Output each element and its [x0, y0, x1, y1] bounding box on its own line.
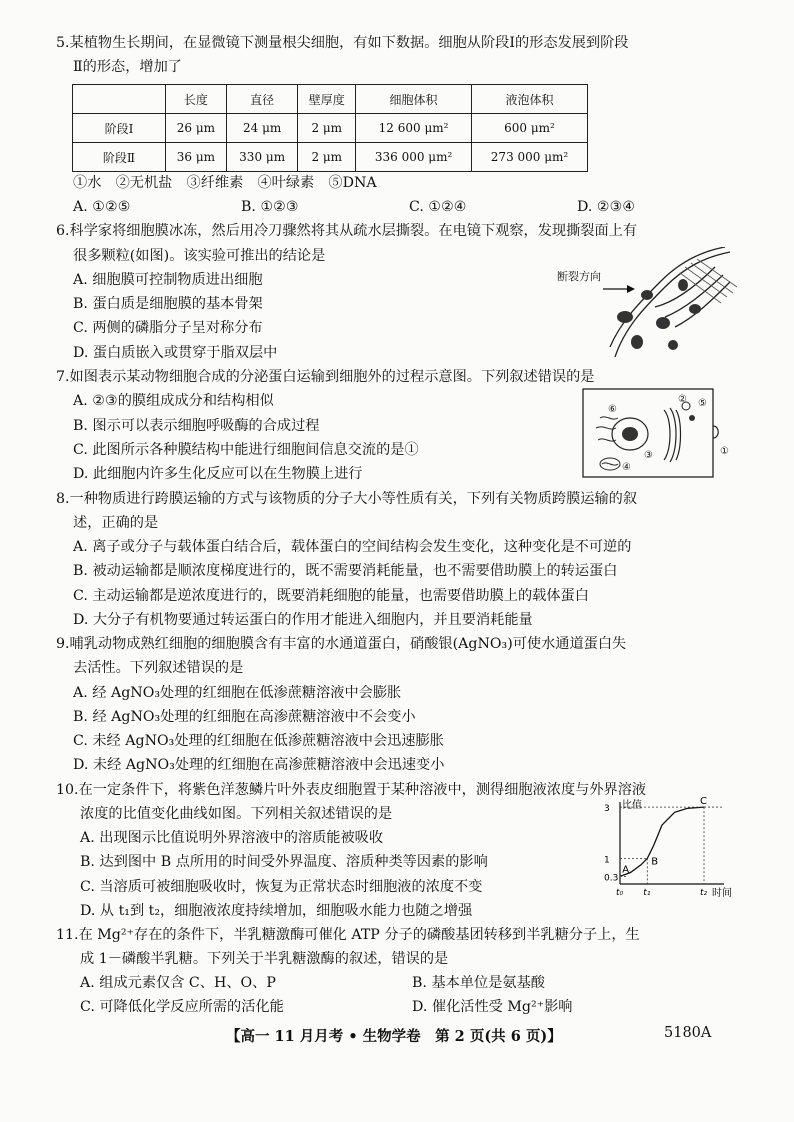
- q11-stem-line2: 成 1－磷酸半乳糖。下列关于半乳糖激酶的叙述，错误的是: [80, 951, 449, 967]
- q5-stem-line1: 5.某植物生长期间，在显微镜下测量根尖细胞，有如下数据。细胞从阶段Ⅰ的形态发展到阶段: [56, 35, 629, 51]
- x-tick-label: t₁: [643, 888, 651, 898]
- q6-option-c[interactable]: C. 两侧的磷脂分子呈对称分布: [73, 320, 263, 336]
- q11-option-b[interactable]: B. 基本单位是氨基酸: [412, 975, 545, 991]
- table-cell: 12 600 μm²: [356, 114, 472, 143]
- table-row: [73, 143, 588, 172]
- q6-option-b[interactable]: B. 蛋白质是细胞膜的基本骨架: [73, 296, 263, 312]
- table-cell: 壁厚度: [298, 85, 356, 114]
- table-cell: 阶段Ⅱ: [73, 143, 166, 172]
- q8-option-c[interactable]: C. 主动运输都是逆浓度进行的，既要消耗细胞的能量，也需要借助膜上的载体蛋白: [73, 588, 589, 604]
- table-cell: 长度: [166, 85, 227, 114]
- q6-option-d[interactable]: D. 蛋白质嵌入或贯穿于脂双层中: [73, 345, 278, 361]
- q8-option-b[interactable]: B. 被动运输都是顺浓度梯度进行的，既不需要消耗能量，也不需要借助膜上的转运蛋白: [73, 563, 618, 579]
- point-label: A: [622, 864, 630, 876]
- q7-option-b[interactable]: B. 图示可以表示细胞呼吸酶的合成过程: [73, 418, 320, 434]
- fig7-label: ③: [644, 450, 653, 461]
- q10-option-c[interactable]: C. 当溶质可被细胞吸收时，恢复为正常状态时细胞液的浓度不变: [80, 879, 483, 895]
- table-cell: 336 000 μm²: [356, 143, 472, 172]
- fig7-label: ⑤: [698, 398, 707, 409]
- q5-option-d[interactable]: D. ②③④: [577, 199, 636, 215]
- q11-option-a[interactable]: A. 组成元素仅含 C、H、O、P: [80, 975, 276, 991]
- x-tick-label: t₂: [700, 888, 708, 898]
- q10-option-a[interactable]: A. 出现图示比值说明外界溶液中的溶质能被吸收: [80, 830, 384, 846]
- x-axis-label: 时间: [712, 888, 732, 899]
- fig7-label: ②: [678, 394, 687, 405]
- table-header-row: [73, 85, 588, 114]
- membrane-fracture-figure: [555, 247, 740, 362]
- q10-stem-line2: 浓度的比值变化曲线如图。下列相关叙述错误的是: [80, 806, 393, 822]
- table-cell: 36 μm: [166, 143, 227, 172]
- table-cell: 细胞体积: [356, 85, 472, 114]
- table-cell: 2 μm: [298, 143, 356, 172]
- fig7-label: ①: [720, 446, 729, 457]
- y-tick-label: 1: [604, 855, 610, 866]
- q6-stem-line2: 很多颗粒(如图)。该实验可推出的结论是: [73, 248, 326, 264]
- y-tick-label: 3: [604, 804, 610, 815]
- q6-stem-line1: 6.科学家将细胞膜冰冻，然后用冷刀骤然将其从疏水层撕裂。在电镜下观察，发现撕裂面上有: [56, 223, 638, 239]
- q9-option-b[interactable]: B. 经 AgNO₃处理的红细胞在高渗蔗糖溶液中不会变小: [73, 709, 416, 725]
- q8-option-d[interactable]: D. 大分子有机物要通过转运蛋白的作用才能进入细胞内，并且要消耗能量: [73, 612, 533, 628]
- y-axis-label: 比值: [622, 800, 642, 811]
- q10-option-d[interactable]: D. 从 t₁到 t₂，细胞液浓度持续增加，细胞吸水能力也随之增强: [80, 903, 473, 919]
- q7-option-d[interactable]: D. 此细胞内许多生化反应可以在生物膜上进行: [73, 466, 363, 482]
- q9-option-a[interactable]: A. 经 AgNO₃处理的红细胞在低渗蔗糖溶液中会膨胀: [73, 685, 402, 701]
- q10-stem-line1: 10.在一定条件下，将紫色洋葱鳞片叶外表皮细胞置于某种溶液中，测得细胞液浓度与外界溶液: [56, 782, 647, 798]
- q7-option-a[interactable]: A. ②③的膜组成成分和结构相似: [73, 393, 274, 409]
- q9-option-c[interactable]: C. 未经 AgNO₃处理的红细胞在低渗蔗糖溶液中会迅速膨胀: [73, 733, 444, 749]
- q5-option-a[interactable]: A. ①②⑤: [73, 199, 131, 215]
- table-row: [73, 114, 588, 143]
- y-tick-label: 0.3: [604, 873, 619, 884]
- ratio-curve-line: [620, 807, 704, 876]
- q9-option-d[interactable]: D. 未经 AgNO₃处理的红细胞在高渗蔗糖溶液中会迅速变小: [73, 757, 445, 773]
- q11-stem-line1: 11.在 Mg²⁺存在的条件下，半乳糖激酶可催化 ATP 分子的磷酸基团转移到半乳糖分子上，生: [56, 927, 640, 943]
- q8-stem-line1: 8.一种物质进行跨膜运输的方式与该物质的分子大小等性质有关，下列有关物质跨膜运输的叙: [56, 491, 638, 507]
- q10-option-b[interactable]: B. 达到图中 B 点所用的时间受外界温度、溶质种类等因素的影响: [80, 854, 488, 870]
- x-tick-label: t₀: [616, 888, 624, 898]
- footer-code: 5180A: [664, 1025, 712, 1041]
- q5-data-table: [72, 84, 588, 172]
- fig7-label: ④: [622, 462, 631, 473]
- table-cell: 26 μm: [166, 114, 227, 143]
- point-label: C: [700, 796, 707, 808]
- point-label: B: [651, 856, 659, 868]
- table-cell: 液泡体积: [472, 85, 588, 114]
- q9-stem-line2: 去活性。下列叙述错误的是: [73, 660, 244, 676]
- table-cell: 2 μm: [298, 114, 356, 143]
- table-cell: 273 000 μm²: [472, 143, 588, 172]
- footer-title: 【高一 11 月月考 • 生物学卷 第 2 页(共 6 页)】: [226, 1028, 562, 1045]
- table-cell: 阶段Ⅰ: [73, 114, 166, 143]
- q5-stem-line2: Ⅱ的形态，增加了: [73, 59, 182, 75]
- q7-option-c[interactable]: C. 此图所示各种膜结构中能进行细胞间信息交流的是①: [73, 442, 419, 458]
- fracture-direction-label: 断裂方向: [557, 270, 601, 283]
- q5-options: [73, 197, 635, 217]
- q7-stem: 7.如图表示某动物细胞合成的分泌蛋白运输到细胞外的过程示意图。下列叙述错误的是: [56, 369, 595, 385]
- q5-items: ①水 ②无机盐 ③纤维素 ④叶绿素 ⑤DNA: [73, 175, 377, 191]
- table-cell: [73, 85, 166, 114]
- secretory-protein-figure: [582, 388, 737, 480]
- q9-stem-line1: 9.哺乳动物成熟红细胞的细胞膜含有丰富的水通道蛋白，硝酸银(AgNO₃)可使水通道蛋白失: [56, 636, 627, 652]
- table-cell: 直径: [226, 85, 298, 114]
- table-cell: 600 μm²: [472, 114, 588, 143]
- q6-option-a[interactable]: A. 细胞膜可控制物质进出细胞: [73, 272, 263, 288]
- ratio-curve-chart: [600, 796, 742, 900]
- table-cell: 24 μm: [226, 114, 298, 143]
- q5-option-c[interactable]: C. ①②④: [409, 199, 467, 215]
- q11-option-c[interactable]: C. 可降低化学反应所需的活化能: [80, 999, 284, 1015]
- q8-option-a[interactable]: A. 离子或分子与载体蛋白结合后，载体蛋白的空间结构会发生变化，这种变化是不可逆的: [73, 539, 632, 555]
- q8-stem-line2: 述，正确的是: [73, 515, 159, 531]
- q11-option-d[interactable]: D. 催化活性受 Mg²⁺影响: [412, 999, 573, 1015]
- q5-option-b[interactable]: B. ①②③: [241, 199, 299, 215]
- fig7-label: ⑥: [608, 404, 617, 415]
- table-cell: 330 μm: [226, 143, 298, 172]
